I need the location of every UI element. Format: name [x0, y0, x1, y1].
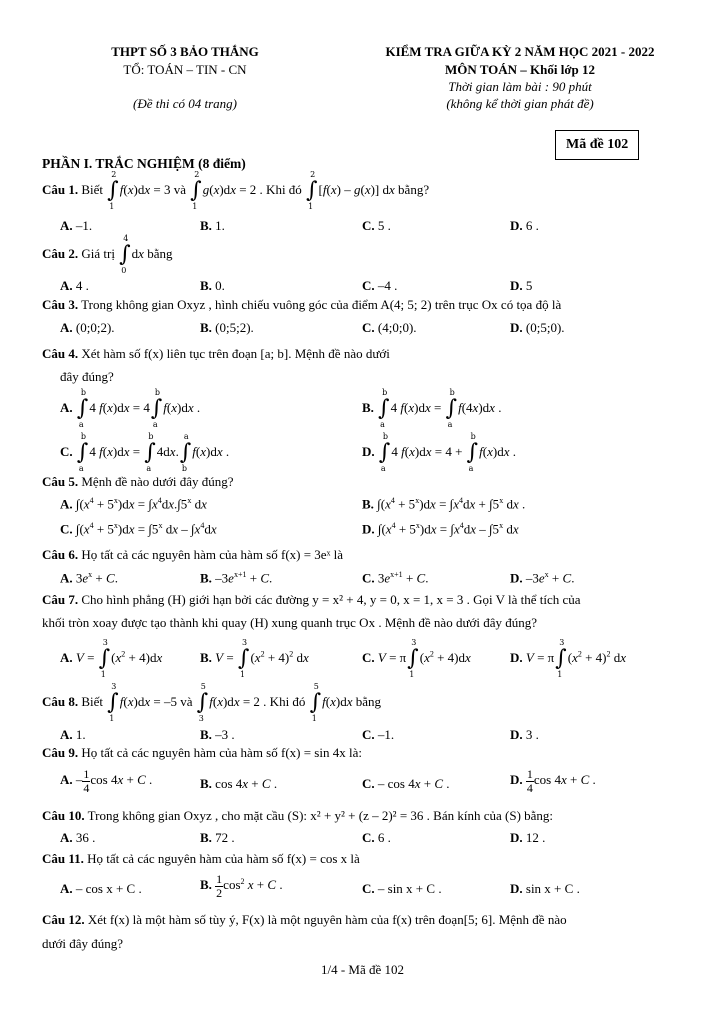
- q5-option-a: A. $\int(x^4 + 5^x)dx = \int x^4dx.\int 5^x$ dx: [60, 496, 207, 512]
- q1-option-d: D. 6 .: [510, 218, 539, 233]
- q5-option-b: B. $\int(x^4 + 5^x)dx = \int x^4dx + \int 5^x$ dx .: [362, 496, 526, 512]
- q6-option-c: C. $3e^{x+1} + C$.: [362, 570, 429, 586]
- q1-option-a: A. –1.: [60, 218, 93, 233]
- question-2: Câu 2. Giá trị ∫ 4 0 dx bằng: [42, 234, 173, 275]
- exam-time: Thời gian làm bài : 90 phút: [448, 79, 592, 94]
- q2-option-b: B. 0.: [200, 278, 225, 293]
- q11-option-c: C. – sin x + C .: [362, 881, 442, 896]
- q1-option-c: C. 5 .: [362, 218, 391, 233]
- q11-option-d: D. sin x + C .: [510, 881, 580, 896]
- q10-option-c: C. 6 .: [362, 830, 391, 845]
- q10-option-b: B. 72 .: [200, 830, 235, 845]
- q1-option-b: B. 1.: [200, 218, 225, 233]
- q7-option-a: A. V = ∫ 3 1 $(x^2 + 4)dx$: [60, 638, 163, 679]
- q7-option-d: D. V = π∫ 3 1 $(x^2 + 4)^2$ dx: [510, 638, 627, 679]
- q2-option-d: D. 5: [510, 278, 533, 293]
- question-8: Câu 8. Biết ∫ 3 1 f(x)dx = –5 và ∫ 5 3 f(x)dx = 2 . Khi đó ∫ 5 1 f(x)dx bằng: [42, 682, 382, 723]
- question-1: Câu 1. Biết ∫ 2 1 f(x)dx = 3 và ∫ 2 1 g(x)dx = 2 . Khi đó ∫ 2 1 [f(x) – g(x)] dx bằng?: [42, 170, 430, 211]
- q9-option-d: D. $\frac{1}{4}$ cos 4x + C .: [510, 767, 596, 795]
- q5-option-c: C. $\int(x^4 + 5^x)dx = \int 5^x$ dx – $\int x^4dx$: [60, 521, 217, 537]
- time-note: (không kể thời gian phát đề): [446, 96, 594, 111]
- question-11: Câu 11. Họ tất cả các nguyên hàm của hàm số f(x) = cos x là: [42, 851, 360, 866]
- q7-option-b: B. V = ∫ 3 1 $(x^2 + 4)^2$ dx: [200, 638, 309, 679]
- q3-option-a: A. (0;0;2).: [60, 320, 115, 335]
- q9-option-a: A. – $\frac{1}{4}$ cos 4x + C .: [60, 767, 153, 795]
- q5-option-d: D. $\int(x^4 + 5^x)dx = \int x^4dx - \int 5^x$ dx: [362, 521, 519, 537]
- question-12-cont: dưới đây đúng?: [42, 936, 124, 951]
- q4-option-d: D. ∫ b a 4 f(x)dx = 4 + ∫ b a f(x)dx .: [362, 432, 516, 473]
- q8-option-c: C. –1.: [362, 727, 395, 742]
- q4-option-a: A. ∫ b a 4 f(x)dx = 4∫ b a f(x)dx .: [60, 388, 201, 429]
- q10-option-a: A. 36 .: [60, 830, 96, 845]
- q6-option-a: A. $3e^x + C$.: [60, 570, 118, 586]
- q3-option-b: B. (0;5;2).: [200, 320, 254, 335]
- q4-option-c: C. ∫ b a 4 f(x)dx = ∫ b a 4dx.∫ a b f(x)dx .: [60, 432, 230, 473]
- pages-note: (Đề thi có 04 trang): [133, 96, 237, 111]
- q11-option-b: B. $\frac{1}{2}$ $\cos^2 x + C$ .: [200, 872, 283, 900]
- q8-option-a: A. 1.: [60, 727, 86, 742]
- q3-option-d: D. (0;5;0).: [510, 320, 565, 335]
- q2-option-a: A. 4 .: [60, 278, 89, 293]
- q3-option-c: C. (4;0;0).: [362, 320, 417, 335]
- question-3: Câu 3. Trong không gian Oxyz , hình chiếu vuông góc của điểm A(4; 5; 2) trên trục Ox có tọa độ là: [42, 297, 562, 312]
- question-4: Câu 4. Xét hàm số f(x) liên tục trên đoạn [a; b]. Mệnh đề nào dưới: [42, 346, 390, 361]
- question-4-cont: đây đúng?: [60, 369, 114, 384]
- question-10: Câu 10. Trong không gian Oxyz , cho mặt cầu (S): x² + y² + (z – 2)² = 36 . Bán kính của (S) bằng:: [42, 808, 554, 823]
- question-9: Câu 9. Họ tất cả các nguyên hàm của hàm số f(x) = sin 4x là:: [42, 745, 362, 760]
- subject: MÔN TOÁN – Khối lớp 12: [444, 62, 596, 77]
- question-12: Câu 12. Xét f(x) là một hàm số tùy ý, F(x) là một nguyên hàm của f(x) trên đoạn[5; 6]. Mệnh đề nào: [42, 912, 567, 927]
- q10-option-d: D. 12 .: [510, 830, 546, 845]
- q1-label: Câu 1.: [42, 181, 79, 197]
- question-7: Câu 7. Cho hình phẳng (H) giới hạn bởi các đường y = x² + 4, y = 0, x = 1, x = 3 . Gọi V là thể tích của: [42, 592, 581, 607]
- q9-option-b: B. cos 4x + C .: [200, 776, 278, 791]
- question-5: Câu 5. Mệnh đề nào dưới đây đúng?: [42, 474, 234, 489]
- school-name: THPT SỐ 3 BẢO THẮNG: [111, 44, 259, 59]
- q6-option-b: B. $-3e^{x+1} + C$.: [200, 570, 273, 586]
- q4-option-b: B. ∫ b a 4 f(x)dx = ∫ b a f(4x)dx .: [362, 388, 502, 429]
- q7-option-c: C. V = π∫ 3 1 $(x^2 + 4)dx$: [362, 638, 471, 679]
- q9-option-c: C. – cos 4x + C .: [362, 776, 450, 791]
- q8-option-d: D. 3 .: [510, 727, 539, 742]
- question-6: Câu 6. Họ tất cả các nguyên hàm của hàm số f(x) = 3eˣ là: [42, 547, 343, 562]
- exam-title: KIỂM TRA GIỮA KỲ 2 NĂM HỌC 2021 - 2022: [385, 44, 655, 59]
- exam-code-box: Mã đề 102: [555, 130, 639, 160]
- q11-option-a: A. – cos x + C .: [60, 881, 142, 896]
- q6-option-d: D. $-3e^x + C$.: [510, 570, 575, 586]
- section-title: PHẦN I. TRẮC NGHIỆM (8 điểm): [42, 156, 246, 171]
- department: TỔ: TOÁN – TIN - CN: [123, 62, 247, 77]
- question-7-cont: khối tròn xoay được tạo thành khi quay (H) xung quanh trục Ox . Mệnh đề nào dưới đây đúng?: [42, 615, 538, 630]
- page-footer: 1/4 - Mã đề 102: [320, 962, 405, 977]
- q8-option-b: B. –3 .: [200, 727, 235, 742]
- q2-option-c: C. –4 .: [362, 278, 398, 293]
